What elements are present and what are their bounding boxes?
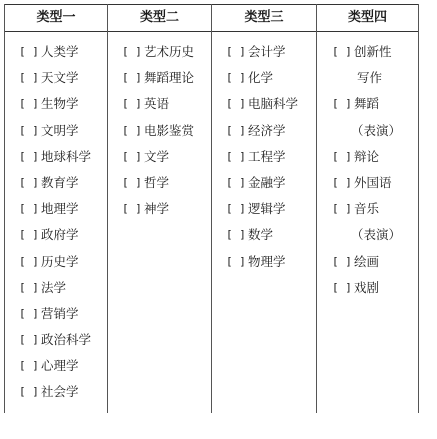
subject-item[interactable] [212, 222, 316, 248]
subject-item[interactable] [5, 353, 107, 379]
subject-item[interactable] [5, 118, 107, 144]
subject-item[interactable] [212, 91, 316, 117]
checkbox[interactable]: [ ] [122, 149, 142, 163]
checkbox[interactable]: [ ] [19, 149, 39, 163]
subject-item[interactable] [317, 170, 418, 196]
subject-item[interactable] [212, 118, 316, 144]
subject-label: 舞蹈理论 [144, 70, 195, 86]
subject-label: 经济学 [248, 122, 286, 138]
subject-item[interactable] [108, 118, 211, 144]
checkbox[interactable]: [ ] [332, 202, 352, 216]
subject-item[interactable] [108, 144, 211, 170]
column-header: 类型一 [36, 10, 76, 25]
subject-label: 地理学 [41, 201, 79, 217]
subject-label: 辩论 [354, 148, 380, 164]
subject-item[interactable] [108, 65, 211, 91]
checkbox[interactable]: [ ] [19, 333, 39, 347]
subject-label: 历史学 [41, 253, 79, 269]
subject-label-continuation: （表演） [351, 122, 402, 138]
subject-label: 哲学 [144, 174, 170, 190]
checkbox[interactable]: [ ] [122, 123, 142, 137]
subject-item[interactable] [5, 65, 107, 91]
subject-label: 天文学 [41, 70, 79, 86]
subject-list [212, 39, 316, 275]
subject-item[interactable] [5, 91, 107, 117]
subject-label: 法学 [41, 279, 67, 295]
subject-item[interactable] [5, 196, 107, 222]
subject-list [317, 39, 418, 301]
subject-label: 舞蹈 [354, 96, 380, 112]
subject-item[interactable] [317, 196, 418, 222]
subject-label: 生物学 [41, 96, 79, 112]
checkbox[interactable]: [ ] [19, 228, 39, 242]
checkbox[interactable]: [ ] [332, 149, 352, 163]
subject-label: 化学 [248, 70, 274, 86]
subject-item[interactable] [317, 249, 418, 275]
subject-item[interactable] [317, 144, 418, 170]
subject-label: 金融学 [248, 174, 286, 190]
checkbox[interactable]: [ ] [226, 254, 246, 268]
subject-item[interactable] [5, 327, 107, 353]
subject-label: 工程学 [248, 148, 286, 164]
checkbox[interactable]: [ ] [19, 97, 39, 111]
subject-label: 神学 [144, 201, 170, 217]
subject-label: 创新性 [354, 44, 392, 59]
subject-item[interactable] [5, 222, 107, 248]
checkbox[interactable]: [ ] [332, 254, 352, 268]
checkbox[interactable]: [ ] [19, 175, 39, 189]
subject-label: 音乐 [354, 201, 380, 217]
subject-item[interactable] [212, 170, 316, 196]
subject-label: 戏剧 [354, 279, 380, 295]
subject-item[interactable] [212, 144, 316, 170]
checkbox[interactable]: [ ] [19, 280, 39, 294]
subject-item[interactable] [212, 65, 316, 91]
subject-label: 教育学 [41, 174, 79, 190]
subject-label: 政府学 [41, 227, 79, 243]
subject-label: 逻辑学 [248, 201, 286, 217]
checkbox[interactable]: [ ] [19, 359, 39, 373]
checkbox[interactable]: [ ] [122, 45, 142, 58]
checkbox[interactable]: [ ] [19, 254, 39, 268]
subject-item[interactable] [5, 301, 107, 327]
checkbox[interactable]: [ ] [226, 123, 246, 137]
checkbox[interactable]: [ ] [19, 306, 39, 320]
column-type-4 [317, 4, 419, 413]
checkbox[interactable]: [ ] [122, 175, 142, 189]
subject-item[interactable] [5, 39, 107, 65]
checkbox[interactable]: [ ] [19, 202, 39, 216]
column-header: 类型三 [244, 10, 284, 25]
subject-item[interactable] [108, 39, 211, 65]
subject-item[interactable] [5, 379, 107, 405]
checkbox[interactable]: [ ] [226, 45, 246, 58]
subject-label: 会计学 [248, 44, 286, 59]
column-type-2 [108, 4, 212, 413]
column-header: 类型四 [347, 10, 387, 25]
subject-label-continuation: （表演） [351, 227, 402, 243]
checkbox[interactable]: [ ] [122, 97, 142, 111]
subject-label: 文明学 [41, 122, 79, 138]
subject-item[interactable] [212, 39, 316, 65]
subject-item[interactable] [108, 91, 211, 117]
checkbox[interactable]: [ ] [226, 97, 246, 111]
checkbox[interactable]: [ ] [332, 97, 352, 111]
subject-item[interactable] [212, 196, 316, 222]
subject-label: 电影鉴赏 [144, 122, 195, 138]
checkbox[interactable]: [ ] [226, 71, 246, 85]
subject-label: 物理学 [248, 253, 286, 269]
checkbox[interactable]: [ ] [226, 149, 246, 163]
checkbox[interactable]: [ ] [226, 202, 246, 216]
checkbox[interactable]: [ ] [122, 71, 142, 85]
checkbox[interactable]: [ ] [226, 228, 246, 242]
checkbox[interactable]: [ ] [122, 202, 142, 216]
subject-label: 营销学 [41, 305, 79, 321]
subject-label: 文学 [144, 148, 170, 164]
checkbox[interactable]: [ ] [226, 175, 246, 189]
subject-item[interactable] [5, 144, 107, 170]
column-header: 类型二 [139, 10, 179, 25]
subject-label: 外国语 [354, 174, 392, 190]
checkbox[interactable]: [ ] [19, 71, 39, 85]
subject-label: 社会学 [41, 384, 79, 400]
subject-label: 数学 [248, 227, 274, 243]
subject-label: 电脑科学 [248, 96, 299, 112]
subject-item[interactable] [5, 249, 107, 275]
subject-label: 心理学 [41, 358, 79, 374]
subject-item[interactable] [5, 275, 107, 301]
checkbox[interactable]: [ ] [332, 280, 352, 294]
subject-label: 人类学 [41, 44, 79, 59]
subject-label: 英语 [144, 96, 170, 112]
subject-label-continuation: 写作 [357, 70, 383, 86]
subject-item[interactable] [317, 91, 418, 117]
subject-label: 艺术历史 [144, 44, 195, 59]
subject-label: 政治科学 [41, 332, 92, 348]
subject-list [108, 39, 211, 222]
subject-label: 地球科学 [41, 148, 92, 164]
subject-item[interactable] [108, 170, 211, 196]
subject-item[interactable] [317, 39, 418, 65]
subject-item[interactable] [108, 196, 211, 222]
checkbox[interactable]: [ ] [332, 45, 352, 58]
checkbox[interactable]: [ ] [19, 385, 39, 399]
checkbox[interactable]: [ ] [19, 123, 39, 137]
subject-list [5, 39, 107, 406]
subject-checklist-table [4, 4, 419, 413]
subject-item[interactable] [5, 170, 107, 196]
checkbox[interactable]: [ ] [332, 175, 352, 189]
column-type-1 [4, 4, 108, 413]
subject-item[interactable] [317, 275, 418, 301]
subject-label: 绘画 [354, 253, 380, 269]
checkbox[interactable]: [ ] [19, 45, 39, 58]
column-type-3 [212, 4, 317, 413]
subject-item[interactable] [212, 249, 316, 275]
